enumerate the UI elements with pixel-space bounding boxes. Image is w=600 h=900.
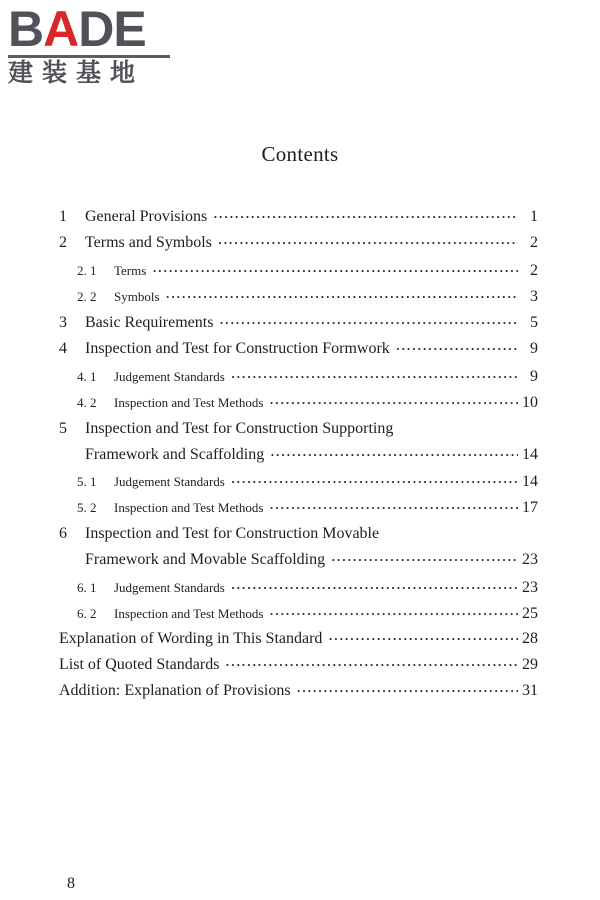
toc-label: Inspection and Test for Construction Supporting <box>85 420 394 437</box>
toc-page: 3 <box>530 288 538 305</box>
toc-entry-5[interactable] <box>59 420 399 442</box>
dot-leader <box>297 683 518 699</box>
toc-number: 3 <box>59 314 67 331</box>
dot-leader <box>231 580 518 596</box>
toc-label: Judgement Standards <box>114 369 225 384</box>
dot-leader <box>219 315 518 331</box>
toc-number: 6. 1 <box>77 580 97 595</box>
toc-label-continued: Framework and Scaffolding <box>85 446 265 463</box>
toc-number: 5. 2 <box>77 500 97 515</box>
dot-leader <box>396 341 518 357</box>
toc-number: 6. 2 <box>77 606 97 621</box>
dot-leader <box>213 209 518 225</box>
toc-entry-5-2[interactable] <box>77 499 538 521</box>
dot-leader <box>331 552 518 568</box>
dot-leader <box>269 395 518 411</box>
toc-number: 5 <box>59 420 67 437</box>
dot-leader <box>269 606 518 622</box>
toc-label: Judgement Standards <box>114 474 225 489</box>
dot-leader <box>231 369 518 385</box>
dot-leader <box>166 289 518 305</box>
toc-number: 5. 1 <box>77 474 97 489</box>
toc-entry-2-2[interactable] <box>77 288 538 310</box>
toc-number: 6 <box>59 525 67 542</box>
toc-page: 10 <box>522 394 538 411</box>
toc-number: 4. 1 <box>77 369 97 384</box>
toc-page: 25 <box>522 605 538 622</box>
dot-leader <box>269 500 518 516</box>
toc-page: 14 <box>522 473 538 490</box>
toc-label: Terms and Symbols <box>85 234 212 251</box>
toc-number: 4 <box>59 340 67 357</box>
toc-entry-4-2[interactable] <box>77 394 538 416</box>
toc-page: 1 <box>530 208 538 225</box>
toc-page: 28 <box>522 630 538 647</box>
toc-page: 9 <box>530 340 538 357</box>
toc-page: 17 <box>522 499 538 516</box>
toc-entry-5-1[interactable] <box>77 473 538 495</box>
toc-entry-2[interactable] <box>59 234 538 256</box>
toc-label: Terms <box>114 263 147 278</box>
toc-number: 2. 1 <box>77 263 97 278</box>
toc-entry-list-of-quoted-standards[interactable] <box>59 656 538 678</box>
dot-leader <box>328 631 518 647</box>
toc-page: 29 <box>522 656 538 673</box>
toc-label: Symbols <box>114 289 160 304</box>
toc-entry-6-continued[interactable] <box>85 551 538 573</box>
logo-wordmark: BADE <box>8 1 146 57</box>
toc-number: 1 <box>59 208 67 225</box>
dot-leader <box>231 474 518 490</box>
toc-number: 2 <box>59 234 67 251</box>
toc-entry-addition[interactable] <box>59 682 538 704</box>
dot-leader <box>225 657 518 673</box>
toc-label: Addition: Explanation of Provisions <box>59 682 291 699</box>
toc-label-continued: Framework and Movable Scaffolding <box>85 551 326 568</box>
toc-entry-3[interactable] <box>59 314 538 336</box>
toc-label: Basic Requirements <box>85 314 214 331</box>
logo-chinese-text: 建装基地 <box>8 58 145 87</box>
toc-entry-2-1[interactable] <box>77 262 538 284</box>
toc-page: 9 <box>530 368 538 385</box>
toc-entry-6[interactable] <box>59 525 385 547</box>
toc-label: Inspection and Test Methods <box>114 606 264 621</box>
toc-number: 2. 2 <box>77 289 97 304</box>
toc-page: 23 <box>522 551 538 568</box>
toc-entry-6-2[interactable] <box>77 605 538 627</box>
toc-entry-5-continued[interactable] <box>85 446 538 468</box>
toc-label: Explanation of Wording in This Standard <box>59 630 323 647</box>
page-number: 8 <box>67 875 75 892</box>
toc-label: Judgement Standards <box>114 580 225 595</box>
dot-leader <box>152 263 518 279</box>
toc-page: 23 <box>522 579 538 596</box>
toc-entry-4-1[interactable] <box>77 368 538 390</box>
toc-entry-explanation-of-wording[interactable] <box>59 630 538 652</box>
toc-page: 31 <box>522 682 538 699</box>
toc-page: 14 <box>522 446 538 463</box>
toc-page: 2 <box>530 234 538 251</box>
toc-label: List of Quoted Standards <box>59 656 220 673</box>
toc-label: Inspection and Test for Construction Formwork <box>85 340 390 357</box>
toc-label: Inspection and Test for Construction Movable <box>85 525 380 542</box>
toc-entry-6-1[interactable] <box>77 579 538 601</box>
page-title: Contents <box>261 142 339 166</box>
dot-leader <box>218 235 518 251</box>
dot-leader <box>270 447 518 463</box>
toc-label: Inspection and Test Methods <box>114 500 264 515</box>
toc-label: General Provisions <box>85 208 208 225</box>
toc-entry-1[interactable] <box>59 208 538 230</box>
toc-label: Inspection and Test Methods <box>114 395 264 410</box>
toc-page: 5 <box>530 314 538 331</box>
toc-entry-4[interactable] <box>59 340 538 362</box>
toc-page: 2 <box>530 262 538 279</box>
toc-number: 4. 2 <box>77 395 97 410</box>
